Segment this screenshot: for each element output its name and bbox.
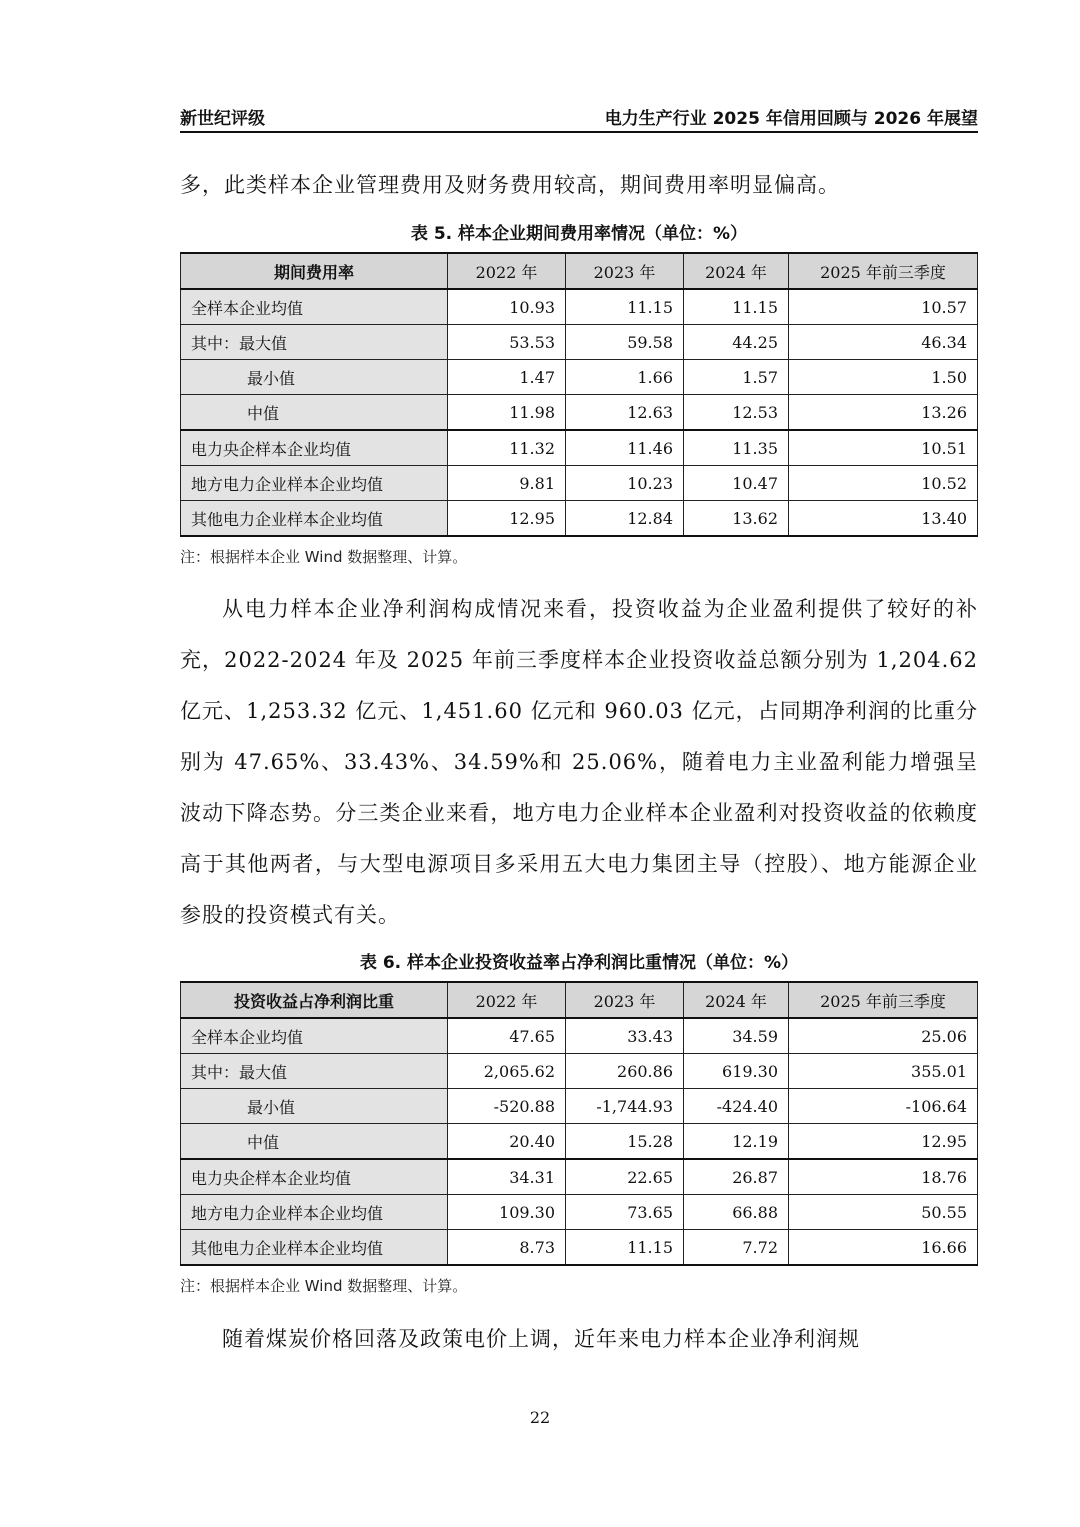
- row-label: 最小值: [181, 360, 448, 395]
- table-cell: 73.65: [566, 1195, 684, 1230]
- row-label: 地方电力企业样本企业均值: [181, 466, 448, 501]
- table-cell: 46.34: [789, 325, 978, 360]
- table-cell: 11.98: [448, 395, 566, 431]
- row-label: 电力央企样本企业均值: [181, 1159, 448, 1195]
- table5-header-cell: 2022 年: [448, 253, 566, 289]
- table-row: [181, 1018, 978, 1054]
- row-label: 电力央企样本企业均值: [181, 430, 448, 466]
- table-cell: 12.63: [566, 395, 684, 431]
- table-cell: 13.40: [789, 501, 978, 537]
- table-row: [181, 289, 978, 325]
- table-cell: -424.40: [684, 1089, 789, 1124]
- table6: [180, 981, 978, 1266]
- table-cell: -106.64: [789, 1089, 978, 1124]
- table-cell: 18.76: [789, 1159, 978, 1195]
- table-cell: 34.59: [684, 1018, 789, 1054]
- table-cell: 11.15: [566, 1230, 684, 1266]
- paragraph-top: 多，此类样本企业管理费用及财务费用较高，期间费用率明显偏高。: [180, 173, 840, 197]
- table-cell: 13.26: [789, 395, 978, 431]
- row-label: 地方电力企业样本企业均值: [181, 1195, 448, 1230]
- table-row: [181, 1089, 978, 1124]
- table-cell: 12.19: [684, 1124, 789, 1160]
- table-cell: 11.32: [448, 430, 566, 466]
- table-cell: 1.57: [684, 360, 789, 395]
- table5-header-cell: 期间费用率: [181, 253, 448, 289]
- table-cell: 10.57: [789, 289, 978, 325]
- table-row: [181, 1230, 978, 1266]
- table-cell: 47.65: [448, 1018, 566, 1054]
- table-cell: 12.53: [684, 395, 789, 431]
- page-number: 22: [529, 1408, 551, 1427]
- row-label: 其他电力企业样本企业均值: [181, 501, 448, 537]
- table-cell: 11.15: [566, 289, 684, 325]
- row-label: 中值: [181, 1124, 448, 1160]
- row-label: 其中：最大值: [181, 1054, 448, 1089]
- table-row: [181, 1195, 978, 1230]
- paragraph-bottom: 随着煤炭价格回落及政策电价上调，近年来电力样本企业净利润规: [222, 1327, 860, 1351]
- table5-header-cell: 2025 年前三季度: [789, 253, 978, 289]
- table-cell: 260.86: [566, 1054, 684, 1089]
- table-cell: 1.47: [448, 360, 566, 395]
- table-cell: 11.35: [684, 430, 789, 466]
- header-report-title: 电力生产行业 2025 年信用回顾与 2026 年展望: [604, 109, 978, 129]
- table-cell: 10.23: [566, 466, 684, 501]
- table-cell: 10.47: [684, 466, 789, 501]
- table-cell: 26.87: [684, 1159, 789, 1195]
- table-row: [181, 1124, 978, 1160]
- table-cell: 8.73: [448, 1230, 566, 1266]
- row-label: 全样本企业均值: [181, 289, 448, 325]
- table-cell: 9.81: [448, 466, 566, 501]
- table5: [180, 252, 978, 537]
- table6-header-row: [181, 982, 978, 1018]
- table-row: [181, 501, 978, 537]
- row-label: 全样本企业均值: [181, 1018, 448, 1054]
- table-cell: 15.28: [566, 1124, 684, 1160]
- table-cell: 50.55: [789, 1195, 978, 1230]
- table-row: [181, 1159, 978, 1195]
- table6-header-cell: 2022 年: [448, 982, 566, 1018]
- table-cell: 66.88: [684, 1195, 789, 1230]
- paragraph-middle: 从电力样本企业净利润构成情况来看，投资收益为企业盈利提供了较好的补充，2022-2024 年及 2025 年前三季度样本企业投资收益总额分别为 1,204.62 亿元、1,253.32 亿元、1,451.60 亿元和 960.03 亿元，占同期净利润的比重分别为 47.65%、33.43%、34.59%和 25.06%，随着电力主业盈利能力增强呈波动下降态势。分三类企业来看，地方电力企业样本企业盈利对投资收益的依赖度高于其他两者，与大型电源项目多采用五大电力集团主导（控股）、地方能源企业参股的投资模式有关。: [180, 597, 978, 927]
- table-cell: 13.62: [684, 501, 789, 537]
- table6-note: 注：根据样本企业 Wind 数据整理、计算。: [180, 1277, 468, 1295]
- table-cell: 53.53: [448, 325, 566, 360]
- table5-note: 注：根据样本企业 Wind 数据整理、计算。: [180, 548, 468, 566]
- table6-header-cell: 投资收益占净利润比重: [181, 982, 448, 1018]
- table-cell: 12.95: [789, 1124, 978, 1160]
- table-cell: 355.01: [789, 1054, 978, 1089]
- table5-caption: 表 5. 样本企业期间费用率情况（单位：%）: [410, 224, 748, 244]
- table-row: [181, 325, 978, 360]
- table-cell: 33.43: [566, 1018, 684, 1054]
- table-cell: 34.31: [448, 1159, 566, 1195]
- table-row: [181, 430, 978, 466]
- table-cell: 10.51: [789, 430, 978, 466]
- table-row: [181, 360, 978, 395]
- table-cell: 109.30: [448, 1195, 566, 1230]
- row-label: 其他电力企业样本企业均值: [181, 1230, 448, 1266]
- row-label: 中值: [181, 395, 448, 431]
- table-cell: 44.25: [684, 325, 789, 360]
- table-cell: 10.93: [448, 289, 566, 325]
- header-org-name: 新世纪评级: [180, 109, 265, 129]
- table-cell: 12.84: [566, 501, 684, 537]
- table6-caption: 表 6. 样本企业投资收益率占净利润比重情况（单位：%）: [359, 953, 799, 973]
- table5-header-cell: 2023 年: [566, 253, 684, 289]
- table-cell: 16.66: [789, 1230, 978, 1266]
- table-cell: 619.30: [684, 1054, 789, 1089]
- table5-header-cell: 2024 年: [684, 253, 789, 289]
- table6-header-cell: 2025 年前三季度: [789, 982, 978, 1018]
- table-cell: 11.46: [566, 430, 684, 466]
- table-row: [181, 1054, 978, 1089]
- table5-header-row: [181, 253, 978, 289]
- table-cell: 22.65: [566, 1159, 684, 1195]
- table-cell: -1,744.93: [566, 1089, 684, 1124]
- table6-header-cell: 2024 年: [684, 982, 789, 1018]
- table-cell: 1.50: [789, 360, 978, 395]
- row-label: 最小值: [181, 1089, 448, 1124]
- table-cell: 10.52: [789, 466, 978, 501]
- table-cell: 25.06: [789, 1018, 978, 1054]
- page-header: [180, 103, 978, 133]
- table-cell: 12.95: [448, 501, 566, 537]
- table-cell: 7.72: [684, 1230, 789, 1266]
- table-row: [181, 466, 978, 501]
- table-cell: 59.58: [566, 325, 684, 360]
- table-cell: 1.66: [566, 360, 684, 395]
- table-cell: -520.88: [448, 1089, 566, 1124]
- table-cell: 2,065.62: [448, 1054, 566, 1089]
- table-cell: 20.40: [448, 1124, 566, 1160]
- table6-header-cell: 2023 年: [566, 982, 684, 1018]
- table-row: [181, 395, 978, 431]
- table-cell: 11.15: [684, 289, 789, 325]
- row-label: 其中：最大值: [181, 325, 448, 360]
